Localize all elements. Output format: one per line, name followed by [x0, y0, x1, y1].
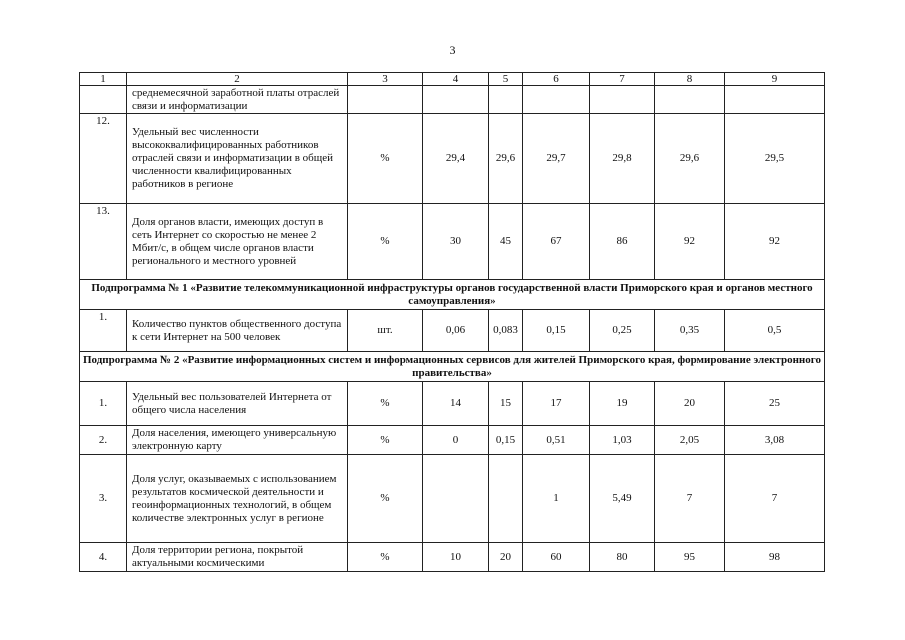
unit-cell: % [348, 455, 423, 543]
value-cell: 29,5 [725, 114, 825, 204]
value-cell: 5,49 [590, 455, 655, 543]
table-row [80, 426, 825, 455]
value-cell: 25 [725, 382, 825, 426]
value-cell: 92 [725, 204, 825, 280]
empty-cell [523, 86, 590, 114]
table-row [80, 543, 825, 572]
value-cell: 45 [489, 204, 523, 280]
indicator-name-cell: Удельный вес пользователей Интернета от общего числа населения [127, 382, 348, 426]
row-number-cell: 3. [80, 455, 127, 543]
subprogram-heading-row [80, 280, 825, 310]
row-number-cell: 12. [80, 114, 127, 204]
header-cell: 1 [80, 73, 127, 86]
header-cell: 4 [423, 73, 489, 86]
indicator-name-cell: Доля населения, имеющего универсальную электронную карту [127, 426, 348, 455]
empty-cell [423, 86, 489, 114]
unit-cell: % [348, 426, 423, 455]
empty-cell [489, 86, 523, 114]
empty-cell [590, 86, 655, 114]
value-cell: 67 [523, 204, 590, 280]
value-cell: 86 [590, 204, 655, 280]
value-cell: 15 [489, 382, 523, 426]
value-cell: 0,5 [725, 310, 825, 352]
value-cell: 98 [725, 543, 825, 572]
table-row [80, 382, 825, 426]
value-cell: 29,6 [655, 114, 725, 204]
indicator-name-cell: Количество пунктов общественного доступа к сети Интернет на 500 человек [127, 310, 348, 352]
value-cell [423, 455, 489, 543]
row-number-cell: 1. [80, 310, 127, 352]
value-cell: 29,4 [423, 114, 489, 204]
value-cell: 7 [655, 455, 725, 543]
value-cell: 0,15 [489, 426, 523, 455]
indicator-name-cell: Доля органов власти, имеющих доступ в сеть Интернет со скоростью не менее 2 Мбит/с, в общем числе органов власти регионального и местного уровней [127, 204, 348, 280]
page-number: 3 [449, 43, 456, 57]
row-number-cell: 1. [80, 382, 127, 426]
value-cell: 1,03 [590, 426, 655, 455]
value-cell: 29,6 [489, 114, 523, 204]
subprogram-2-title: Подпрограмма № 2 «Развитие информационных систем и информационных сервисов для жителей Приморского края, формирование электронного правительства» [80, 352, 825, 382]
value-cell: 20 [655, 382, 725, 426]
row-number-cell: 4. [80, 543, 127, 572]
row-number-cell: 13. [80, 204, 127, 280]
value-cell: 0,25 [590, 310, 655, 352]
continuation-row [80, 86, 825, 114]
empty-cell [655, 86, 725, 114]
value-cell: 95 [655, 543, 725, 572]
unit-cell: % [348, 114, 423, 204]
value-cell: 3,08 [725, 426, 825, 455]
value-cell: 0 [423, 426, 489, 455]
value-cell [489, 455, 523, 543]
value-cell: 17 [523, 382, 590, 426]
value-cell: 0,51 [523, 426, 590, 455]
value-cell: 0,15 [523, 310, 590, 352]
value-cell: 29,7 [523, 114, 590, 204]
header-cell: 6 [523, 73, 590, 86]
indicator-name-cell: Удельный вес численности высококвалифицированных работников отраслей связи и информатизации в общей численности квалифицированных работников в регионе [127, 114, 348, 204]
value-cell: 7 [725, 455, 825, 543]
unit-cell: шт. [348, 310, 423, 352]
value-cell: 14 [423, 382, 489, 426]
unit-cell: % [348, 543, 423, 572]
value-cell: 1 [523, 455, 590, 543]
value-cell: 29,8 [590, 114, 655, 204]
value-cell: 0,083 [489, 310, 523, 352]
column-number-header-row [80, 73, 825, 86]
indicator-name-cell: среднемесячной заработной платы отраслей связи и информатизации [127, 86, 348, 114]
indicator-name-cell: Доля услуг, оказываемых с использованием результатов космической деятельности и геоинформационных технологий, в общем количестве электронных услуг в регионе [127, 455, 348, 543]
row-number-cell: 2. [80, 426, 127, 455]
table-row [80, 204, 825, 280]
subprogram-1-title: Подпрограмма № 1 «Развитие телекоммуникационной инфраструктуры органов государственной власти Приморского края и органов местного самоуправления» [80, 280, 825, 310]
unit-cell: % [348, 204, 423, 280]
header-cell: 2 [127, 73, 348, 86]
value-cell: 0,06 [423, 310, 489, 352]
value-cell: 92 [655, 204, 725, 280]
value-cell: 19 [590, 382, 655, 426]
value-cell: 2,05 [655, 426, 725, 455]
table-row [80, 114, 825, 204]
empty-cell [348, 86, 423, 114]
value-cell: 60 [523, 543, 590, 572]
value-cell: 0,35 [655, 310, 725, 352]
table-row [80, 310, 825, 352]
empty-cell [725, 86, 825, 114]
value-cell: 20 [489, 543, 523, 572]
subprogram-heading-row [80, 352, 825, 382]
row-number-cell [80, 86, 127, 114]
header-cell: 7 [590, 73, 655, 86]
indicator-name-cell: Доля территории региона, покрытой актуальными космическими [127, 543, 348, 572]
header-cell: 5 [489, 73, 523, 86]
unit-cell: % [348, 382, 423, 426]
header-cell: 9 [725, 73, 825, 86]
table-row [80, 455, 825, 543]
header-cell: 8 [655, 73, 725, 86]
value-cell: 30 [423, 204, 489, 280]
value-cell: 10 [423, 543, 489, 572]
indicators-table [79, 72, 825, 572]
header-cell: 3 [348, 73, 423, 86]
value-cell: 80 [590, 543, 655, 572]
